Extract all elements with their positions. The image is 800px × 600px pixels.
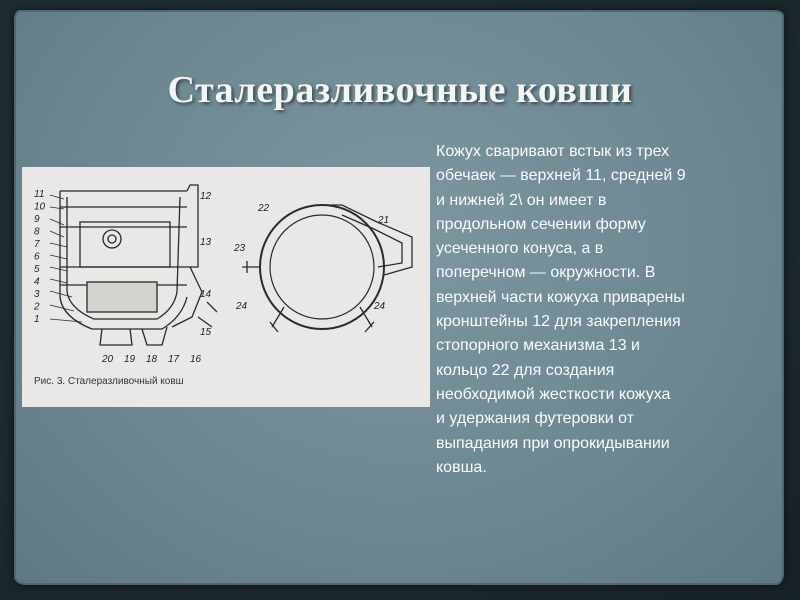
figure-label: 1 bbox=[34, 314, 40, 325]
figure-label: 19 bbox=[124, 354, 136, 365]
ladle-figure bbox=[22, 167, 430, 407]
figure-label: 11 bbox=[34, 189, 45, 200]
slide-title: Сталеразливочные ковши bbox=[167, 69, 633, 111]
figure-label: 6 bbox=[34, 251, 40, 263]
figure-label: 7 bbox=[34, 239, 40, 250]
figure-label: 17 bbox=[168, 354, 180, 365]
figure-label: 3 bbox=[34, 289, 40, 300]
figure-label: 20 bbox=[102, 354, 114, 365]
figure-label: 15 bbox=[200, 327, 212, 338]
figure-label: 14 bbox=[200, 289, 212, 300]
figure-label: 4 bbox=[34, 276, 40, 288]
figure-label: 10 bbox=[34, 201, 46, 213]
figure-label: 9 bbox=[34, 214, 40, 225]
figure-label: 18 bbox=[146, 354, 158, 365]
figure-label: 22 bbox=[258, 203, 270, 214]
figure-label: 16 bbox=[190, 354, 202, 365]
figure-label: 13 bbox=[200, 237, 212, 248]
figure-label: 24 bbox=[236, 301, 248, 312]
figure-label: 24 bbox=[374, 301, 386, 312]
figure-label: 2 bbox=[34, 301, 40, 313]
figure-label: 12 bbox=[200, 191, 212, 202]
figure-label: 23 bbox=[234, 243, 246, 254]
body-paragraph: Кожух сваривают встык из трех обечаек — верхней 11, средней 9 и нижней 2\ он имеет в продольном сечении форму усеченного конуса, а в поперечном — окружности. В верхней части кожуха приварены кронштейны 12 для закрепления стопорного механизма 13 и кольцо 22 для создания необходимой жесткости кожуха и удержания футеровки от выпадания при опрокидывании ковша. bbox=[436, 143, 686, 476]
figure-label: 21 bbox=[378, 215, 390, 226]
figure-label: 8 bbox=[34, 226, 40, 238]
figure-caption: Рис. 3. Сталеразливочный ковш bbox=[34, 376, 184, 387]
figure-label: 5 bbox=[34, 264, 40, 275]
ladle-drawing bbox=[22, 167, 430, 407]
